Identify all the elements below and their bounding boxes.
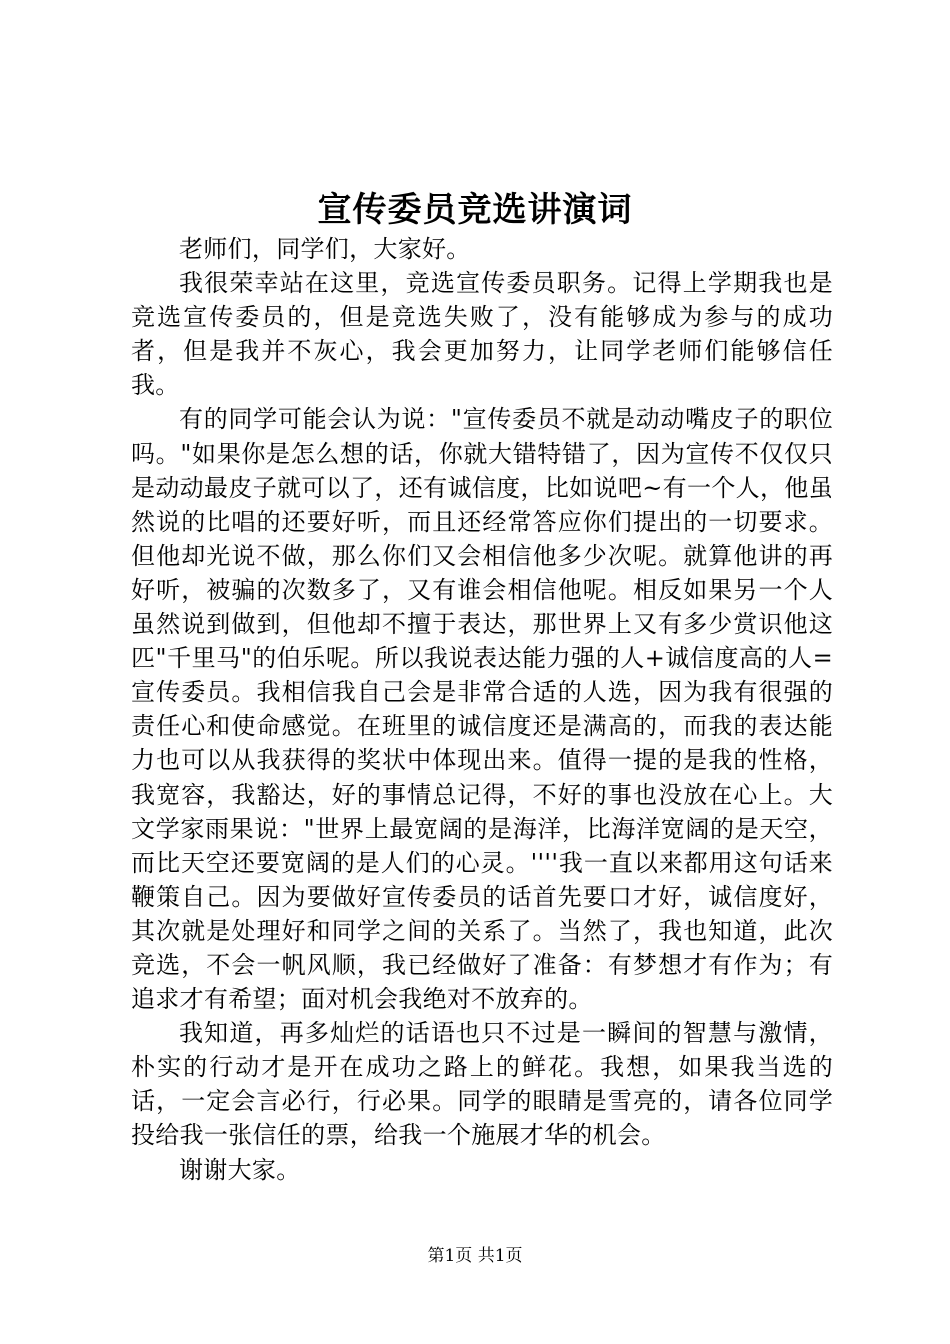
paragraph-thanks: 谢谢大家。 [179,1155,301,1184]
paragraph-main: 有的同学可能会认为说："宣传委员不就是动动嘴皮子的职位吗。"如果你是怎么想的话，你就大错特错了，因为宣传不仅仅只是动动最皮子就可以了，还有诚信度，比如说吧~有一个人，他虽然说的比唱的还要好听，而且还经常答应你们提出的一切要求。但他却光说不做，那么你们又会相信他多少次呢。就算他讲的再好听，被骗的次数多了，又有谁会相信他呢。相反如果另一个人虽然说到做到，但他却不擅于表达，那世界上又有多少赏识他这匹"千里马"的伯乐呢。所以我说表达能力强的人+诚信度高的人=宣传委员。我相信我自己会是非常合适的人选，因为我有很强的责任心和使命感觉。在班里的诚信度还是满高的，而我的表达能力也可以从我获得的奖状中体现出来。值得一提的是我的性格，我宽容，我豁达，好的事情总记得，不好的事也没放在心上。大文学家雨果说："世界上最宽阔的是海洋，比海洋宽阔的是天空，而比天空还要宽阔的是人们的心灵。''''我一直以来都用这句话来鞭策自己。因为要做好宣传委员的话首先要口才好，诚信度好，其次就是处理好和同学之间的关系了。当然了，我也知道，此次竞选，不会一帆风顺，我已经做好了准备：有梦想才有作为；有追求才有希望；面对机会我绝对不放弃的。 [131,405,833,1014]
page-number-footer: 第1页 共1页 [427,1246,523,1266]
document-title: 宣传委员竞选讲演词 [317,190,633,230]
document-body [131,232,833,1187]
paragraph-closing: 我知道，再多灿烂的话语也只不过是一瞬间的智慧与激情，朴实的行动才是开在成功之路上的鲜花。我想，如果我当选的话，一定会言必行，行必果。同学的眼睛是雪亮的，请各位同学投给我一张信任的票，给我一个施展才华的机会。 [131,1019,833,1150]
paragraph-intro: 我很荣幸站在这里，竞选宣传委员职务。记得上学期我也是竞选宣传委员的，但是竞选失败了，没有能够成为参与的成功者，但是我并不灰心，我会更加努力，让同学老师们能够信任我。 [131,269,833,400]
paragraph-greeting: 老师们，同学们，大家好。 [179,235,471,263]
